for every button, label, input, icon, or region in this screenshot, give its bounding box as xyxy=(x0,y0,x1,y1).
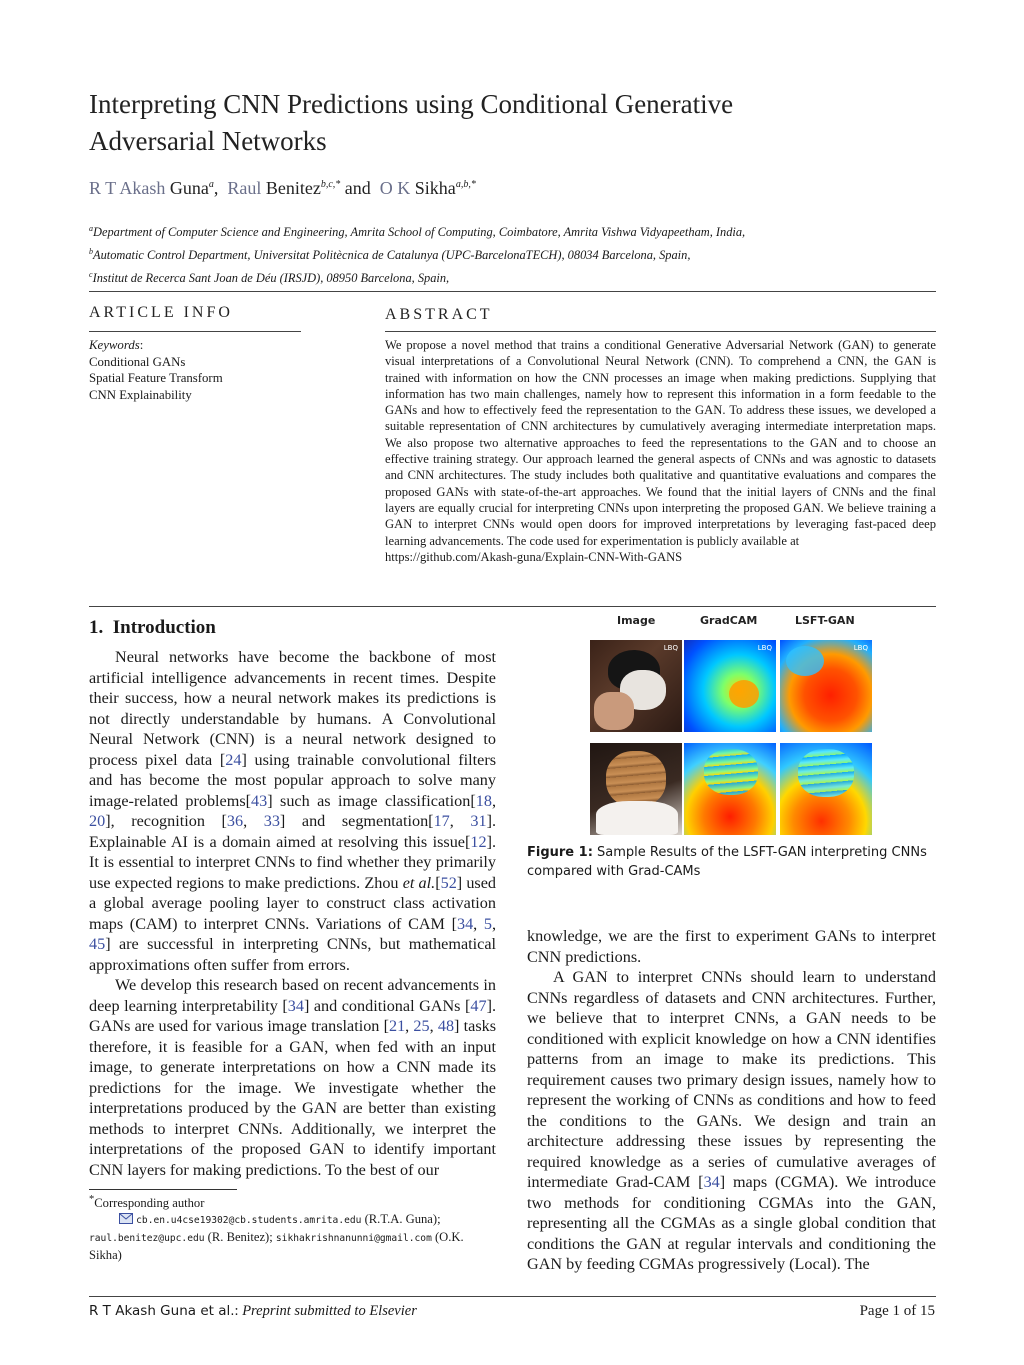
inline-text: , xyxy=(491,791,496,810)
footer-divider xyxy=(89,1296,936,1297)
author: Raul Benitez$^{b,c,*}$ and xyxy=(227,178,380,198)
inline-text: , xyxy=(405,1017,414,1035)
citation-link[interactable]: 20 xyxy=(89,812,106,830)
citation-link[interactable]: 45 xyxy=(89,935,106,953)
section-heading: 1. Introduction xyxy=(89,617,216,638)
figure-caption: Figure 1: Sample Results of the LSFT-GAN interpreting CNNs compared with Grad-CAMs xyxy=(527,845,927,879)
lsft-gan-heatmap-image: LBQ xyxy=(780,640,872,732)
email-link[interactable]: sikhakrishnanunni@gmail.com xyxy=(275,1233,432,1245)
email-link[interactable]: cb.en.u4cse19302@cb.students.amrita.edu xyxy=(136,1215,362,1227)
affiliation: $^a$Department of Computer Science and Engineering, Amrita School of Computing, Coimbatore, Amrita Vishwa Vidyapeetham, India, xyxy=(89,224,746,240)
citation-link[interactable]: 25 xyxy=(413,1017,430,1035)
citation-link[interactable]: 43 xyxy=(251,791,268,810)
inline-text: , xyxy=(449,812,471,830)
keyword: Spatial Feature Transform xyxy=(89,371,223,385)
inline-text: , xyxy=(473,914,484,933)
inline-text: knowledge, we are the first to experiment GANs to interpret CNN predictions. xyxy=(527,927,936,966)
abstract-bottom-divider xyxy=(89,606,936,607)
footnote: *Corresponding author cb.en.u4cse19302@cb.students.amrita.edu (R.T.A. Guna); raul.benitez@upc.edu (R. Benitez); sikhakrishnanunni@gmail.com (O.K. Sikha) xyxy=(89,1194,464,1263)
paper-title: Interpreting CNN Predictions using Conditional Generative Adversarial Networks xyxy=(89,89,734,156)
author: R T Akash Guna$^a$, xyxy=(89,178,228,198)
keywords-block: Keywords: Conditional GANs Spatial Feature Transform CNN Explainability xyxy=(89,337,309,403)
inline-text: , xyxy=(429,1017,438,1035)
paragraph xyxy=(527,967,936,1275)
article-info-heading: ARTICLE INFO xyxy=(89,304,233,321)
citation-link[interactable]: 17 xyxy=(433,812,450,830)
inline-text: et al. xyxy=(402,873,436,892)
figure-col-label: Image xyxy=(617,614,656,627)
page-number: Page 1 of 15 xyxy=(859,1303,935,1319)
citation-link[interactable]: 34 xyxy=(456,914,474,933)
inline-text: ] are successful in interpreting CNNs, but mathematical approximations often suffer from errors. xyxy=(89,935,496,974)
inline-text: ]. It is essential to interpret CNNs to find whether they primarily use expected regions to make predictions. Zhou xyxy=(89,832,496,892)
citation-link[interactable]: 33 xyxy=(263,812,280,830)
citation-link[interactable]: 5 xyxy=(483,914,492,933)
header-divider xyxy=(89,291,936,292)
author-list xyxy=(89,178,476,199)
author: O K Sikha$^{a,b,*}$ xyxy=(379,178,476,198)
inline-text: ] and segmentation[ xyxy=(279,812,434,830)
citation-link[interactable]: 12 xyxy=(470,832,487,851)
email-icon xyxy=(119,1213,133,1224)
citation-link[interactable]: 31 xyxy=(470,812,487,830)
inline-text: [ xyxy=(435,873,441,892)
figure-col-label: GradCAM xyxy=(700,614,758,627)
abstract-divider xyxy=(385,331,936,332)
right-column xyxy=(527,926,936,1275)
inline-text: , xyxy=(491,914,496,933)
citation-link[interactable]: 24 xyxy=(225,750,242,769)
inline-text: ]. Explainable AI is a domain aimed at resolving this issue[ xyxy=(89,812,497,851)
citation-link[interactable]: 34 xyxy=(703,1173,720,1191)
inline-text: , xyxy=(243,812,264,830)
inline-text: ] and conditional GANs [ xyxy=(303,996,471,1015)
cat-photo-image: LBQ xyxy=(590,640,682,732)
footnote-divider xyxy=(89,1189,237,1190)
keyword: Conditional GANs xyxy=(89,354,186,369)
bagel-photo-image xyxy=(590,743,682,835)
lsft-gan-heatmap-image xyxy=(780,743,872,835)
inline-text: We develop this research based on recent advancements in deep learning interpretability [ xyxy=(89,976,496,1015)
inline-text: ] tasks therefore, it is feasible for a GAN, when fed with an input image, to generate interpretations on how a CNN made its predictions for the image. We investigate whether the interpretations produced by the GAN are better than existing methods to interpret CNNs. Additionally, we interpret the interpretations of the proposed GAN to identify important CNN layers for making predictions. To the best of our xyxy=(89,1017,497,1179)
corresponding-author-label: Corresponding author xyxy=(94,1196,205,1211)
running-footer: R T Akash Guna et al.: Preprint submitted to Elsevier xyxy=(89,1303,417,1319)
inline-text: ] such as image classification[ xyxy=(267,791,476,810)
left-column xyxy=(89,647,496,1180)
abstract-heading: ABSTRACT xyxy=(385,306,493,323)
inline-text: ] maps (CGMA). We introduce two methods for conditioning CGMAs into the GAN, representing all the CGMAs as a single global condition that conditions the GAN at regular intervals and conditioning the GAN by feeding CGMAs progressively (Local). The xyxy=(527,1173,936,1273)
inline-text: ] using trainable convolutional filters and has become the most popular approach to solve many image-related problems[ xyxy=(89,750,497,810)
inline-text: ], recognition [ xyxy=(105,812,227,830)
affiliation: $^c$Institut de Recerca Sant Joan de Déu (IRSJD), 08950 Barcelona, Spain, xyxy=(89,270,450,286)
citation-link[interactable]: 18 xyxy=(475,791,492,810)
keywords-label: Keywords xyxy=(89,338,140,352)
inline-text: ]. GANs are used for various image translation [ xyxy=(89,996,496,1035)
citation-link[interactable]: 36 xyxy=(226,812,244,830)
paragraph xyxy=(89,647,496,975)
inline-text: ] used a global average pooling layer to construct class activation maps (CAM) to interpret CNNs. Variations of CAM [ xyxy=(89,873,497,933)
gradcam-heatmap-image xyxy=(684,743,776,835)
inline-text: Neural networks have become the backbone of most artificial intelligence advancements in recent times. Despite their success, how a neural network makes its predictions is not directly understandable by humans. A Convolutional Neural Network (CNN) is a neural network designed to process pixel data [ xyxy=(89,648,496,769)
gradcam-heatmap-image: LBQ xyxy=(684,640,776,732)
keyword: CNN Explainability xyxy=(89,387,192,402)
paragraph xyxy=(89,975,496,1180)
affiliation: $^b$Automatic Control Department, Universitat Politècnica de Catalunya (UPC-BarcelonaTECH), 08034 Barcelona, Spain, xyxy=(89,247,691,263)
citation-link[interactable]: 34 xyxy=(287,996,304,1015)
code-url-link[interactable]: https://github.com/Akash-guna/Explain-CNN-With-GANS xyxy=(385,549,683,564)
abstract-text: We propose a novel method that trains a conditional Generative Adversarial Network (GAN) to generate visual interpretations of a Convolutional Neural Network (CNN). To comprehend a CNN, the GAN is trained with information on how the CNN processes an image when making predictions. Supplying that information has two main challenges, namely how to represent this information in a form feedable to the GANs and how to effectively feed the representation to the GAN. To address these issues, we developed a suitable representation of CNN architectures by cumulatively averaging intermediate interpretation maps. We also propose two alternative approaches to feed the representations to the GAN and to choose an effective training strategy. Our approach learned the general aspects of CNNs and was agnostic to datasets and CNN architectures. The study includes both qualitative and quantitative evaluations and compares the proposed GANs with state-of-the-art approaches. We found that the initial layers of CNNs and the final layers are equally crucial for interpreting CNNs upon interpreting the proposed GAN. We believe training a GAN to interpret CNNs would open doors for improved interpretations by leveraging fast-paced deep learning advancements. The code used for experimentation is publicly available at https://github.com/Akash-guna/Explain-CNN-With-GANS xyxy=(385,338,936,564)
email-link[interactable]: raul.benitez@upc.edu xyxy=(89,1233,205,1245)
figure-col-label: LSFT-GAN xyxy=(795,614,855,627)
citation-link[interactable]: 21 xyxy=(388,1017,406,1035)
citation-link[interactable]: 47 xyxy=(470,996,487,1015)
citation-link[interactable]: 52 xyxy=(440,873,457,892)
affiliations xyxy=(89,219,939,288)
article-info-divider xyxy=(89,331,301,332)
citation-link[interactable]: 48 xyxy=(437,1017,455,1035)
paragraph xyxy=(527,926,936,967)
inline-text: A GAN to interpret CNNs should learn to understand CNNs regardless of datasets and CNN architectures. Further, we believe that to interpret CNNs, a GAN needs to be conditioned with explicit knowledge on how a CNN identifies patterns from an image to make its predictions. This requirement causes two primary design issues, namely how to represent the working of CNNs as conditions and how to feed the conditions to the GANs. We design and train an architecture addressing these issues by representing the required knowledge as a series of cumulative averages of intermediate Grad-CAM [ xyxy=(527,968,936,1191)
